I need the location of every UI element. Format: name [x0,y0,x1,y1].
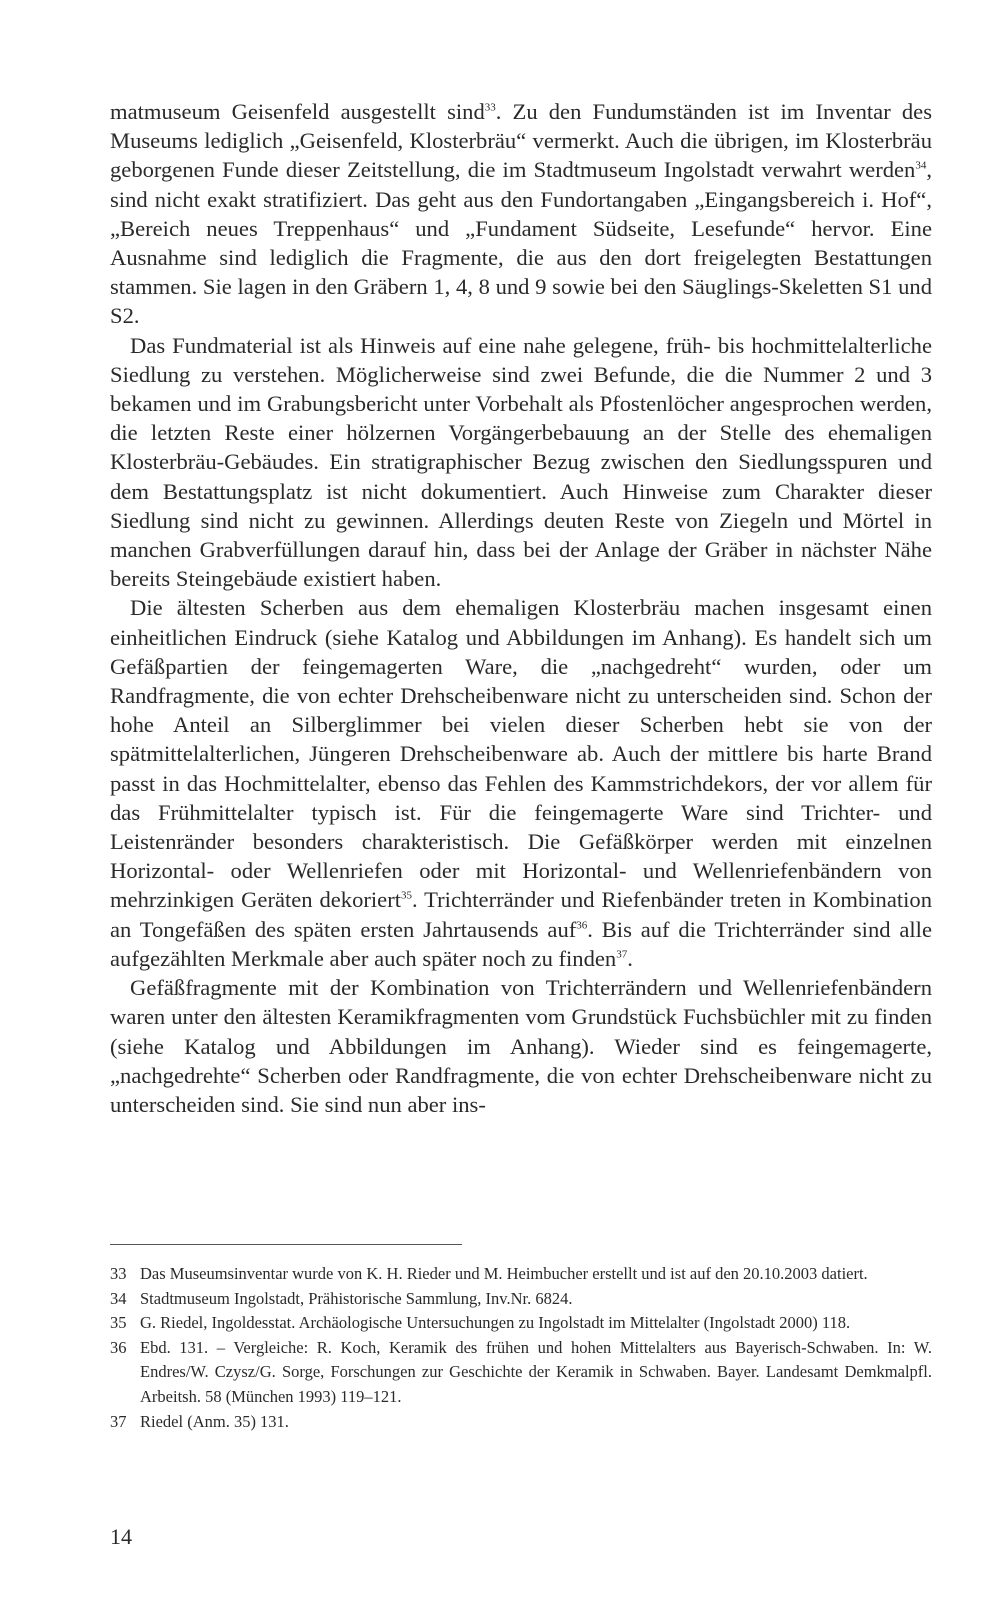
footnote-number: 33 [110,1264,127,1283]
footnote-number: 35 [110,1313,127,1333]
footnote-ref-36[interactable]: 36 [576,919,588,932]
footnote-33 [110,1262,932,1287]
paragraph-1: matmuseum Geisenfeld ausgestellt sind$^{33}$. Zu den Fundumständen ist im Inventar des Museums lediglich „Geisenfeld, Klosterbräu“ vermerkt. Auch die übrigen, im Klosterbräu geborgenen Funde dieser Zeitstellung, die im Stadtmuseum Ingolstadt verwahrt werden$^{34}$, sind nicht exakt stratifiziert. Das geht aus den Fundortangaben „Eingangsbereich i. Hof“, „Bereich neues Treppenhaus“ und „Fundament Südseite, Lesefunde“ hervor. Eine Ausnahme sind lediglich die Fragmente, die aus den dort freigelegten Bestattungen stammen. Sie lagen in den Gräbern 1, 4, 8 und 9 sowie bei den Säuglings-Skeletten S1 und S2. [110,99,932,329]
paragraph-3: Die ältesten Scherben aus dem ehemaligen Klosterbräu machen insgesamt einen einheitlichen Eindruck (siehe Katalog und Abbildungen im Anhang). Es handelt sich um Gefäßpartien der feingemagerten Ware, die „nachgedreht“ wurden, oder um Randfragmente, die von echter Drehscheibenware nicht zu unterscheiden sind. Schon der hohe Anteil an Silberglimmer bei vielen dieser Scherben hebt sie von der spätmittelalterlichen, Jüngeren Drehscheibenware ab. Auch der mittlere bis harte Brand passt in das Hochmittelalter, ebenso das Fehlen des Kammstrichdekors, der vor allem für das Frühmittelalter typisch ist. Für die feingemagerte Ware sind Trichter- und Leistenränder besonders charakteristisch. Die Gefäßkörper werden mit einzelnen Horizontal- oder Wellenriefen oder mit Horizontal- und Wellenriefenbändern von mehrzinkigen Geräten dekoriert$^{35}$. Trichterränder und Riefenbänder treten in Kombination an Tongefäßen des späten ersten Jahrtausends auf$^{36}$. Bis auf die Trichterränder sind alle aufgezählten Merkmale aber auch später noch zu finden$^{37}$. [110,595,932,971]
footnote-separator [110,1244,462,1245]
footnote-text: Das Museumsinventar wurde von K. H. Rieder und M. Heimbucher erstellt und ist auf den 20.10.2003 datiert. [140,1264,868,1283]
footnote-number: 36 [110,1337,127,1357]
footnote-number: 37 [110,1411,127,1431]
main-text [110,97,932,1119]
footnote-ref-34[interactable]: 34 [915,159,927,172]
footnote-text: Riedel (Anm. 35) 131. [140,1411,289,1431]
paragraph-4: Gefäßfragmente mit der Kombination von Trichterrändern und Wellenriefenbändern waren unter den ältesten Keramikfragmenten vom Grundstück Fuchsbüchler mit zu finden (siehe Katalog und Abbildungen im Anhang). Wieder sind es feingemagerte, „nachgedrehte“ Scherben oder Randfragmente, die von echter Drehscheibenware nicht zu unterscheiden sind. Sie sind nun aber ins- [110,975,932,1117]
footnote-number: 34 [110,1288,127,1308]
footnote-ref-33[interactable]: 33 [484,101,496,114]
footnote-37 [110,1410,932,1435]
footnote-text: Ebd. 131. – Vergleiche: R. Koch, Keramik des frühen und hohen Mittelalters aus Bayerisch-Schwaben. In: W. Endres/W. Czysz/G. Sorge, Forschungen zur Geschichte der Keramik in Schwaben. Bayer. Landesamt Demkmalpfl. Arbeitsh. 58 (München 1993) 119–121. [140,1337,932,1406]
footnote-34 [110,1287,932,1312]
footnote-ref-37[interactable]: 37 [616,948,628,961]
paragraph-2: Das Fundmaterial ist als Hinweis auf eine nahe gelegene, früh- bis hochmittelalterliche Siedlung zu verstehen. Möglicherweise sind zwei Befunde, die die Nummer 2 und 3 bekamen und im Grabungsbericht unter Vorbehalt als Pfostenlöcher angesprochen werden, die letzten Reste einer hölzernen Vorgängerbebauung an der Stelle des ehemaligen Klosterbräu-Gebäudes. Ein stratigraphischer Bezug zwischen den Siedlungsspuren und dem Bestattungsplatz ist nicht dokumentiert. Auch Hinweise zum Charakter dieser Siedlung sind nicht zu gewinnen. Allerdings deuten Reste von Ziegeln und Mörtel in manchen Grabverfüllungen darauf hin, dass bei der Anlage der Gräber in nächster Nähe bereits Steingebäude existiert haben. [110,332,932,592]
footnote-35 [110,1311,932,1336]
page-number: 14 [110,1524,132,1549]
footnote-ref-35[interactable]: 35 [401,889,413,902]
footnotes [110,1262,932,1434]
footnote-text: G. Riedel, Ingoldesstat. Archäologische Untersuchungen zu Ingolstadt im Mittelalter (Ingolstadt 2000) 118. [140,1313,851,1333]
footnote-text: Stadtmuseum Ingolstadt, Prähistorische Sammlung, Inv.Nr. 6824. [140,1288,573,1308]
footnote-36 [110,1336,932,1410]
